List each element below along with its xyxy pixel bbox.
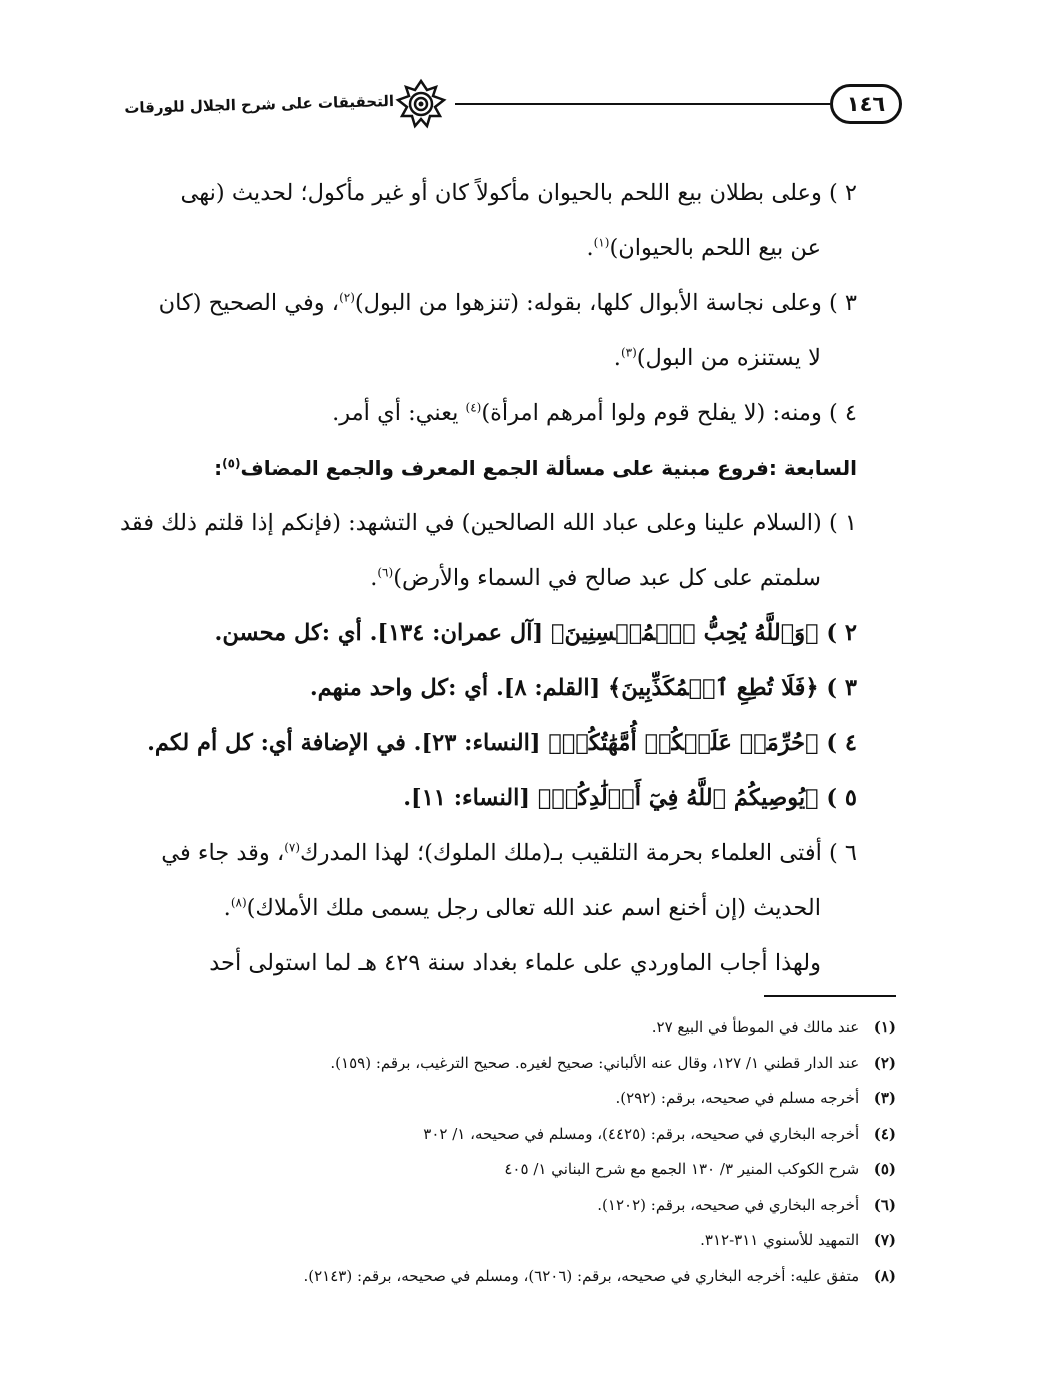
line-text: ، وقد جاء في [161,840,285,866]
text-line [122,166,857,221]
line-text: ٣ ) وعلى نجاسة الأبوال كلها، بقوله: (تنزهوا من البول) [354,290,857,316]
footnote-number: (٧) [873,1231,896,1249]
line-text: ، وفي الصحيح (كان [158,290,340,316]
footnote-text: التمهيد للأسنوي ٣١١-٣١٢. [700,1231,860,1249]
footnote-item [156,1223,896,1259]
footnote-number: (٦) [873,1195,896,1214]
line-text: ١ ) (السلام علينا وعلى عباد الله الصالحين) في التشهد: (فإنكم إذا قلتم ذلك فقد [120,510,857,536]
header-rule [455,103,830,105]
heading-text: : [214,456,223,480]
heading-text: السابعة :فروع مبنية على مسألة الجمع المعرف والجمع المضاف [240,456,857,480]
line-text: . [223,895,231,921]
footnote-ref: (٧) [284,840,301,855]
line-text: يعني: أي أمر. [332,400,466,426]
footnote-text: متفق عليه: أخرجه البخاري في صحيحه، برقم: (٦٢٠٦)، ومسلم في صحيحه، برقم: (٢١٤٣). [303,1266,860,1285]
quran-verse-line [122,606,857,661]
footnote-ref: (٣) [620,345,637,360]
text-line [122,936,857,991]
footnote-number: (١) [873,1018,896,1036]
line-text: ٥ ) ﴿يُوصِيكُمُ ٱللَّهُ فِيٓ أَوۡلَٰدِكُمۡ﴾ [النساء: ١١]. [403,785,857,811]
footnote-item [156,1259,896,1295]
text-line [122,551,857,606]
quran-verse-line [122,716,857,771]
text-line [122,221,857,276]
footnote-ref: (٨) [230,895,247,910]
footnote-item [156,1152,896,1188]
line-text: لا يستنزه من البول) [636,345,821,371]
footnote-number: (٣) [873,1089,896,1107]
page-header [120,78,910,138]
text-line [122,496,857,551]
line-text: ٤ ) ومنه: (لا يفلح قوم ولوا أمرهم امرأة) [481,400,857,426]
quran-verse-line [122,661,857,716]
footnote-ref: (٦) [377,565,394,580]
line-text: ٢ ) ﴿وَٱللَّهُ يُحِبُّ ٱلۡمُحۡسِنِينَ﴾ [آل عمران: ١٣٤]. أي :كل محسن. [214,620,857,646]
line-text: الحديث (إن أخنع اسم عند الله تعالى رجل يسمى ملك الأملاك) [246,895,821,921]
footnote-ref: (١) [593,235,610,250]
footnote-text: عند الدار قطني ١/ ١٢٧، وقال عنه الألباني: صحيح لغيره. صحيح الترغيب، برقم: (١٥٩). [330,1053,860,1072]
text-line [122,386,857,441]
footnote-number: (٨) [873,1266,896,1285]
footnote-ref: (٢) [339,290,355,305]
running-title: التحقيقات على شرح الجلال للورقات [124,92,395,118]
footnote-number: (٥) [873,1160,896,1178]
footnote-item [156,1117,896,1153]
footnote-item [156,1081,896,1117]
section-heading [122,441,857,496]
footnote-separator [764,995,896,997]
line-text: ٣ ) ﴿فَلَا تُطِعِ ٱلۡمُكَذِّبِينَ﴾ [القلم: ٨]. أي :كل واحد منهم. [309,675,857,701]
line-text: ولهذا أجاب الماوردي على علماء بغداد سنة ٤٢٩ هـ لما استولى أحد [209,950,821,976]
footnote-text: عند مالك في الموطأ في البيع ٢٧. [651,1018,860,1036]
ornament-icon [392,78,450,130]
footnote-item [156,1010,896,1046]
footnote-item [156,1188,896,1224]
text-line [122,826,857,881]
main-text [122,166,857,991]
line-text: . [370,565,378,591]
footnote-text: شرح الكوكب المنير ٣/ ١٣٠ الجمع مع شرح البناني ١/ ٤٠٥ [504,1160,860,1178]
footnote-ref: (٤) [465,400,482,415]
footnote-item [156,1046,896,1082]
page-number: ١٤٦ [830,84,902,124]
line-text: سلمتم على كل عبد صالح في السماء والأرض) [393,565,821,591]
text-line [122,881,857,936]
line-text: عن بيع اللحم بالحيوان) [609,235,821,261]
quran-verse-line [122,771,857,826]
line-text: ٢ ) وعلى بطلان بيع اللحم بالحيوان مأكولاً كان أو غير مأكول؛ لحديث (نهى [180,180,857,206]
footnote-ref: (٥) [222,456,241,471]
line-text: . [586,235,594,261]
line-text: . [613,345,621,371]
footnote-number: (٢) [873,1053,896,1072]
footnote-text: أخرجه البخاري في صحيحه، برقم: (١٢٠٢). [597,1195,860,1214]
line-text: ٦ ) أفتى العلماء بحرمة التلقيب بـ(ملك الملوك)؛ لهذا المدرك [300,840,857,866]
footnote-text: أخرجه البخاري في صحيحه، برقم: (٤٤٢٥)، ومسلم في صحيحه، ١/ ٣٠٢ [423,1124,860,1143]
footnote-text: أخرجه مسلم في صحيحه، برقم: (٢٩٢). [615,1089,860,1107]
text-line [122,276,857,331]
footnotes [156,1010,896,1294]
line-text: ٤ ) ﴿حُرِّمَتۡ عَلَيۡكُمۡ أُمَّهَٰتُكُمۡ﴾ [النساء: ٢٣]. في الإضافة أي: كل أم لكم. [147,730,857,756]
text-line [122,331,857,386]
footnote-number: (٤) [873,1124,896,1143]
